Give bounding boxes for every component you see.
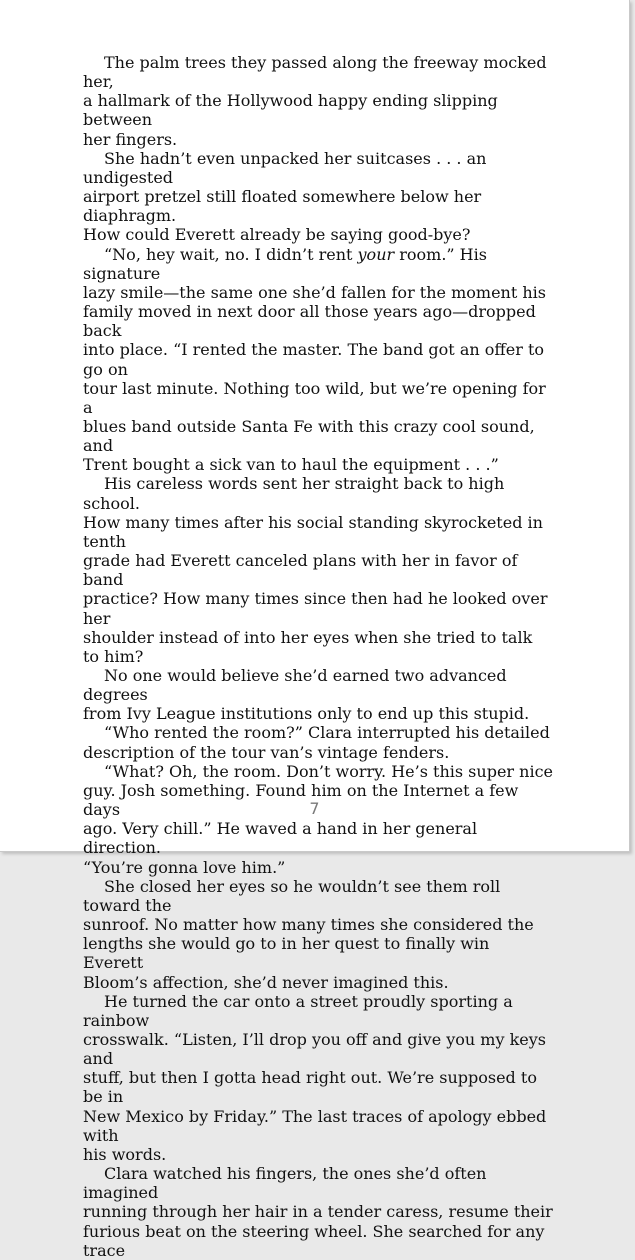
paragraph-3: “No, hey wait, no. I didn’t rent your room.” His signature lazy smile—the same one she’d fallen for the moment his family moved in next door all those years ago—dropped back into place. “I rented the master. The band got an offer to go on tour last minute. Nothing too wild, but we’re opening for a blues band outside Santa Fe with this crazy cool sound, and Trent bought a sick van to haul the equipment . . .” [83,244,546,475]
page-number: 7 [309,799,320,818]
paragraph-5: No one would believe she’d earned two advanced degrees from Ivy League institutions only to end up this stupid. [83,666,530,724]
paragraph-7: “What? Oh, the room. Don’t worry. He’s this super nice guy. Josh something. Found him on the Internet a few days ago. Very chill.” He waved a hand in her general direction. “You’re gonna love him.” [83,761,553,877]
paragraph-10: Clara watched his fingers, the ones she’d often imagined running through her hair in a tender caress, resume their furious beat on the steering wheel. She searched for any trace [83,1164,553,1260]
paragraph-1: The palm trees they passed along the freeway mocked her, a hallmark of the Hollywood happy ending slipping between her fingers. [83,53,547,149]
paragraph-8: She closed her eyes so he wouldn’t see them roll toward the sunroof. No matter how many times she considered the lengths she would go to in her quest to finally win Everett Bloom’s affection, she’d never imagined this. [83,876,534,992]
body-text [83,53,553,1260]
paragraph-4: His careless words sent her straight back to high school. How many times after his social standing skyrocketed in tenth grade had Everett canceled plans with her in favor of band practice? How many times since then had he looked over her shoulder instead of into her eyes when she tried to talk to him? [83,474,548,666]
emphasis: your [357,244,395,264]
paragraph-6: “Who rented the room?” Clara interrupted his detailed description of the tour van’s vintage fenders. [83,723,550,762]
paragraph-2: She hadn’t even unpacked her suitcases . . . an undigested airport pretzel still floated somewhere below her diaphragm. How could Everett already be saying good-bye? [83,148,487,245]
paragraph-9: He turned the car onto a street proudly sporting a rainbow crosswalk. “Listen, I’ll drop you off and give you my keys and stuff, but then I gotta head right out. We’re supposed to be in New Mexico by Friday.” The last traces of apology ebbed with his words. [83,991,547,1164]
